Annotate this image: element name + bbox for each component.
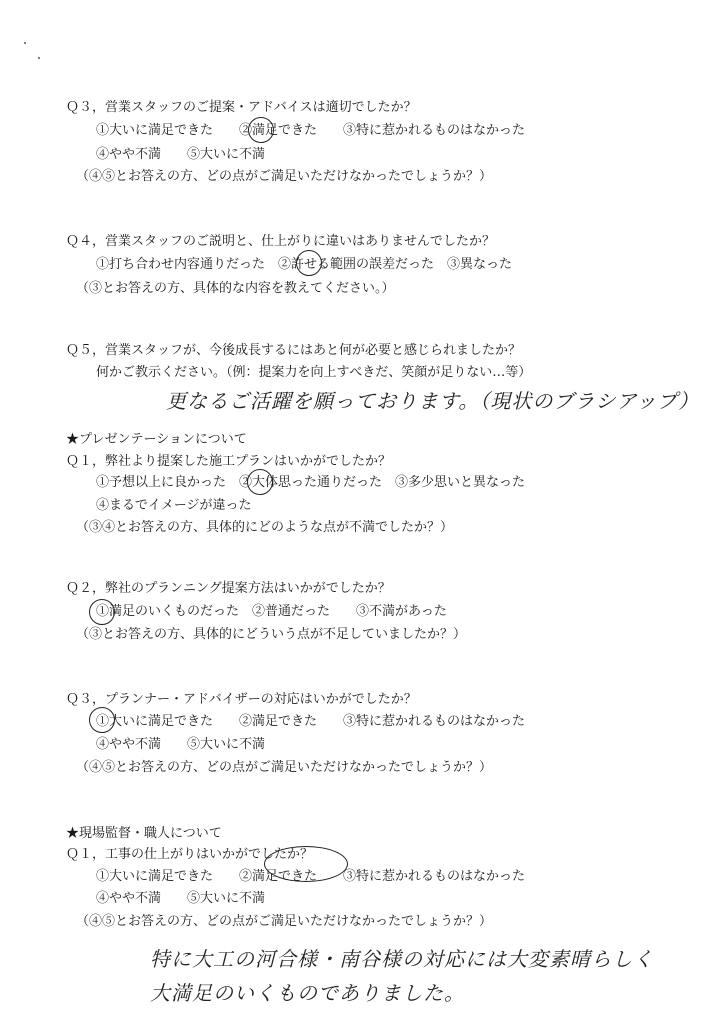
scan-speck [24, 42, 26, 44]
sales-q3-options-row2: ④やや不満 ⑤大いに不満 [96, 147, 266, 162]
sales-q3-question: Ｑ３，営業スタッフのご提案・アドバイスは適切でしたか？ [66, 100, 417, 115]
site-q1-options-row1: ①大いに満足できた ②満足できた ③特に惹かれるものはなかった [96, 869, 526, 884]
answer-circle-presentation-q3 [89, 707, 115, 733]
sales-q3-options-row1: ①大いに満足できた ②満足できた ③特に惹かれるものはなかった [96, 123, 526, 138]
presentation-q1-options-row2: ④まるでイメージが違った [96, 498, 252, 513]
sales-q5-question: Ｑ５，営業スタッフが、今後成長するにはあと何が必要と感じられましたか？ [66, 343, 522, 358]
answer-circle-sales-q3 [248, 117, 274, 143]
sales-q4-followup: （③とお答えの方、具体的な内容を教えてください。） [76, 281, 395, 296]
sales-q5-subtext: 何かご教示ください。（例：提案力を向上すべきだ、笑顔が足りない…等） [96, 365, 532, 380]
site-section-header: ★現場監督・職人について [66, 826, 222, 841]
presentation-q1-question: Ｑ１，弊社より提案した施工プランはいかがでしたか？ [66, 454, 392, 469]
site-q1-question: Ｑ１，工事の仕上がりはいかがでしたか？ [66, 847, 314, 862]
answer-circle-sales-q4 [296, 250, 322, 276]
scan-speck [38, 57, 40, 59]
sales-q5-handwritten-answer: 更なるご活躍を願っております。（現状のブラシアップ） [166, 389, 700, 413]
sales-q4-question: Ｑ４，営業スタッフのご説明と、仕上がりに違いはありませんでしたか？ [66, 234, 496, 249]
presentation-q1-options-row1: ①予想以上に良かった ②大体思った通りだった ③多少思いと異なった [96, 475, 526, 490]
presentation-q2-question: Ｑ２，弊社のプランニング提案方法はいかがでしたか？ [66, 581, 391, 596]
answer-circle-site-q1 [264, 846, 348, 882]
presentation-q1-followup: （③④とお答えの方、具体的にどのような点が不満でしたか？） [76, 520, 454, 535]
presentation-q3-question: Ｑ３，プランナー・アドバイザーの対応はいかがでしたか？ [66, 692, 417, 707]
presentation-q3-options-row1: ①大いに満足できた ②満足できた ③特に惹かれるものはなかった [96, 714, 526, 729]
site-q1-handwritten-line1: 特に大工の河合様・南谷様の対応には大変素晴らしく [150, 947, 654, 971]
answer-circle-presentation-q1 [247, 469, 273, 495]
site-q1-options-row2: ④やや不満 ⑤大いに不満 [96, 891, 266, 906]
presentation-q2-options-row1: ①満足のいくものだった ②普通だった ③不満があった [96, 604, 447, 619]
site-q1-handwritten-line2: 大満足のいくものでありました。 [150, 981, 465, 1005]
presentation-q2-followup: （③とお答えの方、具体的にどういう点が不足していましたか？） [76, 627, 467, 642]
sales-q3-followup: （④⑤とお答えの方、どの点がご満足いただけなかったでしょうか？） [76, 169, 493, 184]
presentation-q3-followup: （④⑤とお答えの方、どの点がご満足いただけなかったでしょうか？） [76, 760, 493, 775]
sales-q4-options-row1: ①打ち合わせ内容通りだった ②許せる範囲の誤差だった ③異なった [96, 257, 513, 272]
presentation-section-header: ★プレゼンテーションについて [66, 432, 247, 447]
presentation-q3-options-row2: ④やや不満 ⑤大いに不満 [96, 737, 266, 752]
site-q1-followup: （④⑤とお答えの方、どの点がご満足いただけなかったでしょうか？） [76, 914, 493, 929]
answer-circle-presentation-q2 [89, 599, 115, 625]
